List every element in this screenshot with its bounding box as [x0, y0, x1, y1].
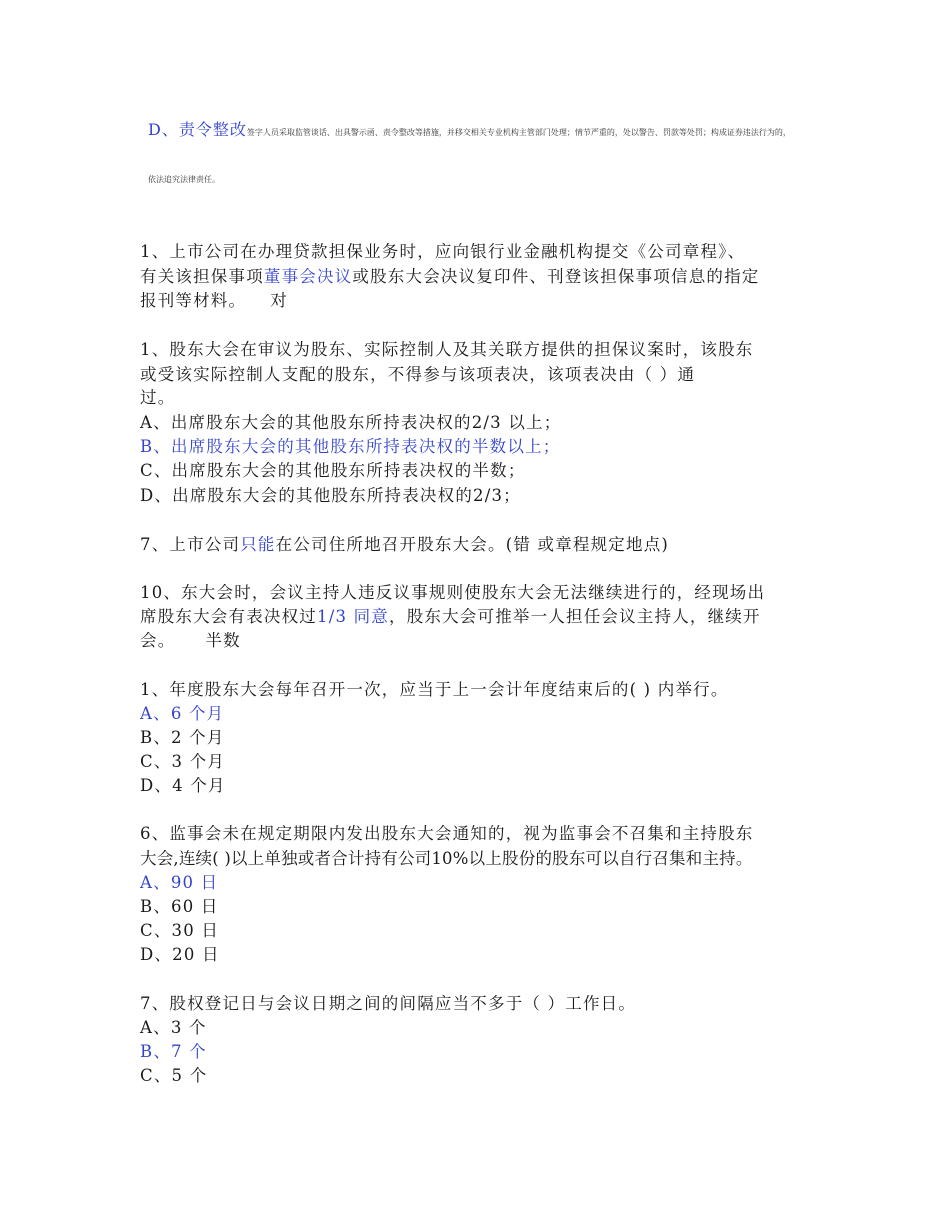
q4-line-2	[140, 607, 761, 627]
q4-line-3	[140, 631, 241, 651]
q2-option-d: D、出席股东大会的其他股东所持表决权的2/3；	[140, 486, 521, 505]
q6-option-c: C、30 日	[140, 921, 220, 940]
q3-part-c: 在公司住所地召开股东大会。(错 或章程规定地点)	[275, 535, 670, 554]
q6-line-1: 6、监事会未在规定期限内发出股东大会通知的，视为监事会不召集和主持股东	[140, 824, 754, 843]
q1-line-2a: 有关该担保事项	[140, 267, 264, 286]
q1-line-2	[140, 267, 760, 287]
q1-line-2c: 或股东大会决议复印件、刊登该担保事项信息的指定	[352, 267, 760, 286]
option-d-note-cont: 依法追究法律责任。	[148, 175, 220, 184]
q5-option-c: C、3 个月	[140, 752, 226, 771]
q1-line-3	[140, 291, 288, 311]
q4-answer: 半数	[205, 631, 241, 650]
q3-highlight: 只能	[240, 535, 276, 554]
q6-option-d: D、20 日	[140, 945, 220, 964]
q5-option-a: A、6 个月	[140, 704, 225, 723]
q4-line-2a: 席股东大会有表决权过	[140, 607, 317, 626]
q2-line-3: 过。	[140, 388, 176, 407]
q5-option-d: D、4 个月	[140, 776, 226, 795]
q7-line-1: 7、股权登记日与会议日期之间的间隔应当不多于（ ）工作日。	[140, 994, 637, 1013]
q4-line-1: 10、东大会时，会议主持人违反议事规则使股东大会无法继续进行的，经现场出	[140, 583, 766, 602]
q4-line-3a: 会。	[140, 631, 176, 650]
q5-option-b: B、2 个月	[140, 728, 225, 747]
q6-option-a: A、90 日	[140, 873, 219, 892]
option-d-label: D、责令整改	[148, 120, 247, 139]
q2-line-2: 或受该实际控制人支配的股东，不得参与该项表决，该项表决由（ ）通	[140, 365, 696, 384]
q6-option-b: B、60 日	[140, 897, 219, 916]
q2-option-b: B、出席股东大会的其他股东所持表决权的半数以上；	[140, 437, 561, 456]
q4-line-2c: ，股东大会可推举一人担任会议主持人，继续开	[389, 607, 761, 626]
q3-line	[140, 535, 669, 555]
q2-option-c: C、出席股东大会的其他股东所持表决权的半数；	[140, 461, 526, 480]
q2-line-1: 1、股东大会在审议为股东、实际控制人及其关联方提供的担保议案时，该股东	[140, 340, 754, 359]
q6-line-2: 大会,连续( )以上单独或者合计持有公司10%以上股份的股东可以自行召集和主持。	[140, 849, 753, 868]
q7-option-a: A、3 个	[140, 1018, 207, 1037]
q4-highlight: 1/3 同意	[317, 607, 389, 626]
q1-line-1: 1、上市公司在办理贷款担保业务时，应向银行业金融机构提交《公司章程》、	[140, 242, 746, 261]
q7-option-b: B、7 个	[140, 1042, 207, 1061]
q1-answer: 对	[270, 291, 288, 310]
header-line	[148, 120, 791, 143]
q3-part-a: 7、上市公司	[140, 535, 241, 554]
q2-option-a: A、出席股东大会的其他股东所持表决权的2/3 以上；	[140, 413, 562, 432]
q1-answer-highlight: 董事会决议	[263, 267, 353, 286]
q5-line-1: 1、年度股东大会每年召开一次，应当于上一会计年度结束后的( ) 内举行。	[140, 680, 729, 699]
q7-option-c: C、5 个	[140, 1066, 208, 1085]
option-d-note: 签字人员采取监管谈话、出具警示函、责令整改等措施，并移交相关专业机构主管部门处理；情节严重的，处以警告、罚款等处罚；构成证券违法行为的，	[246, 128, 791, 137]
q1-line-3a: 报刊等材料。	[140, 291, 247, 310]
